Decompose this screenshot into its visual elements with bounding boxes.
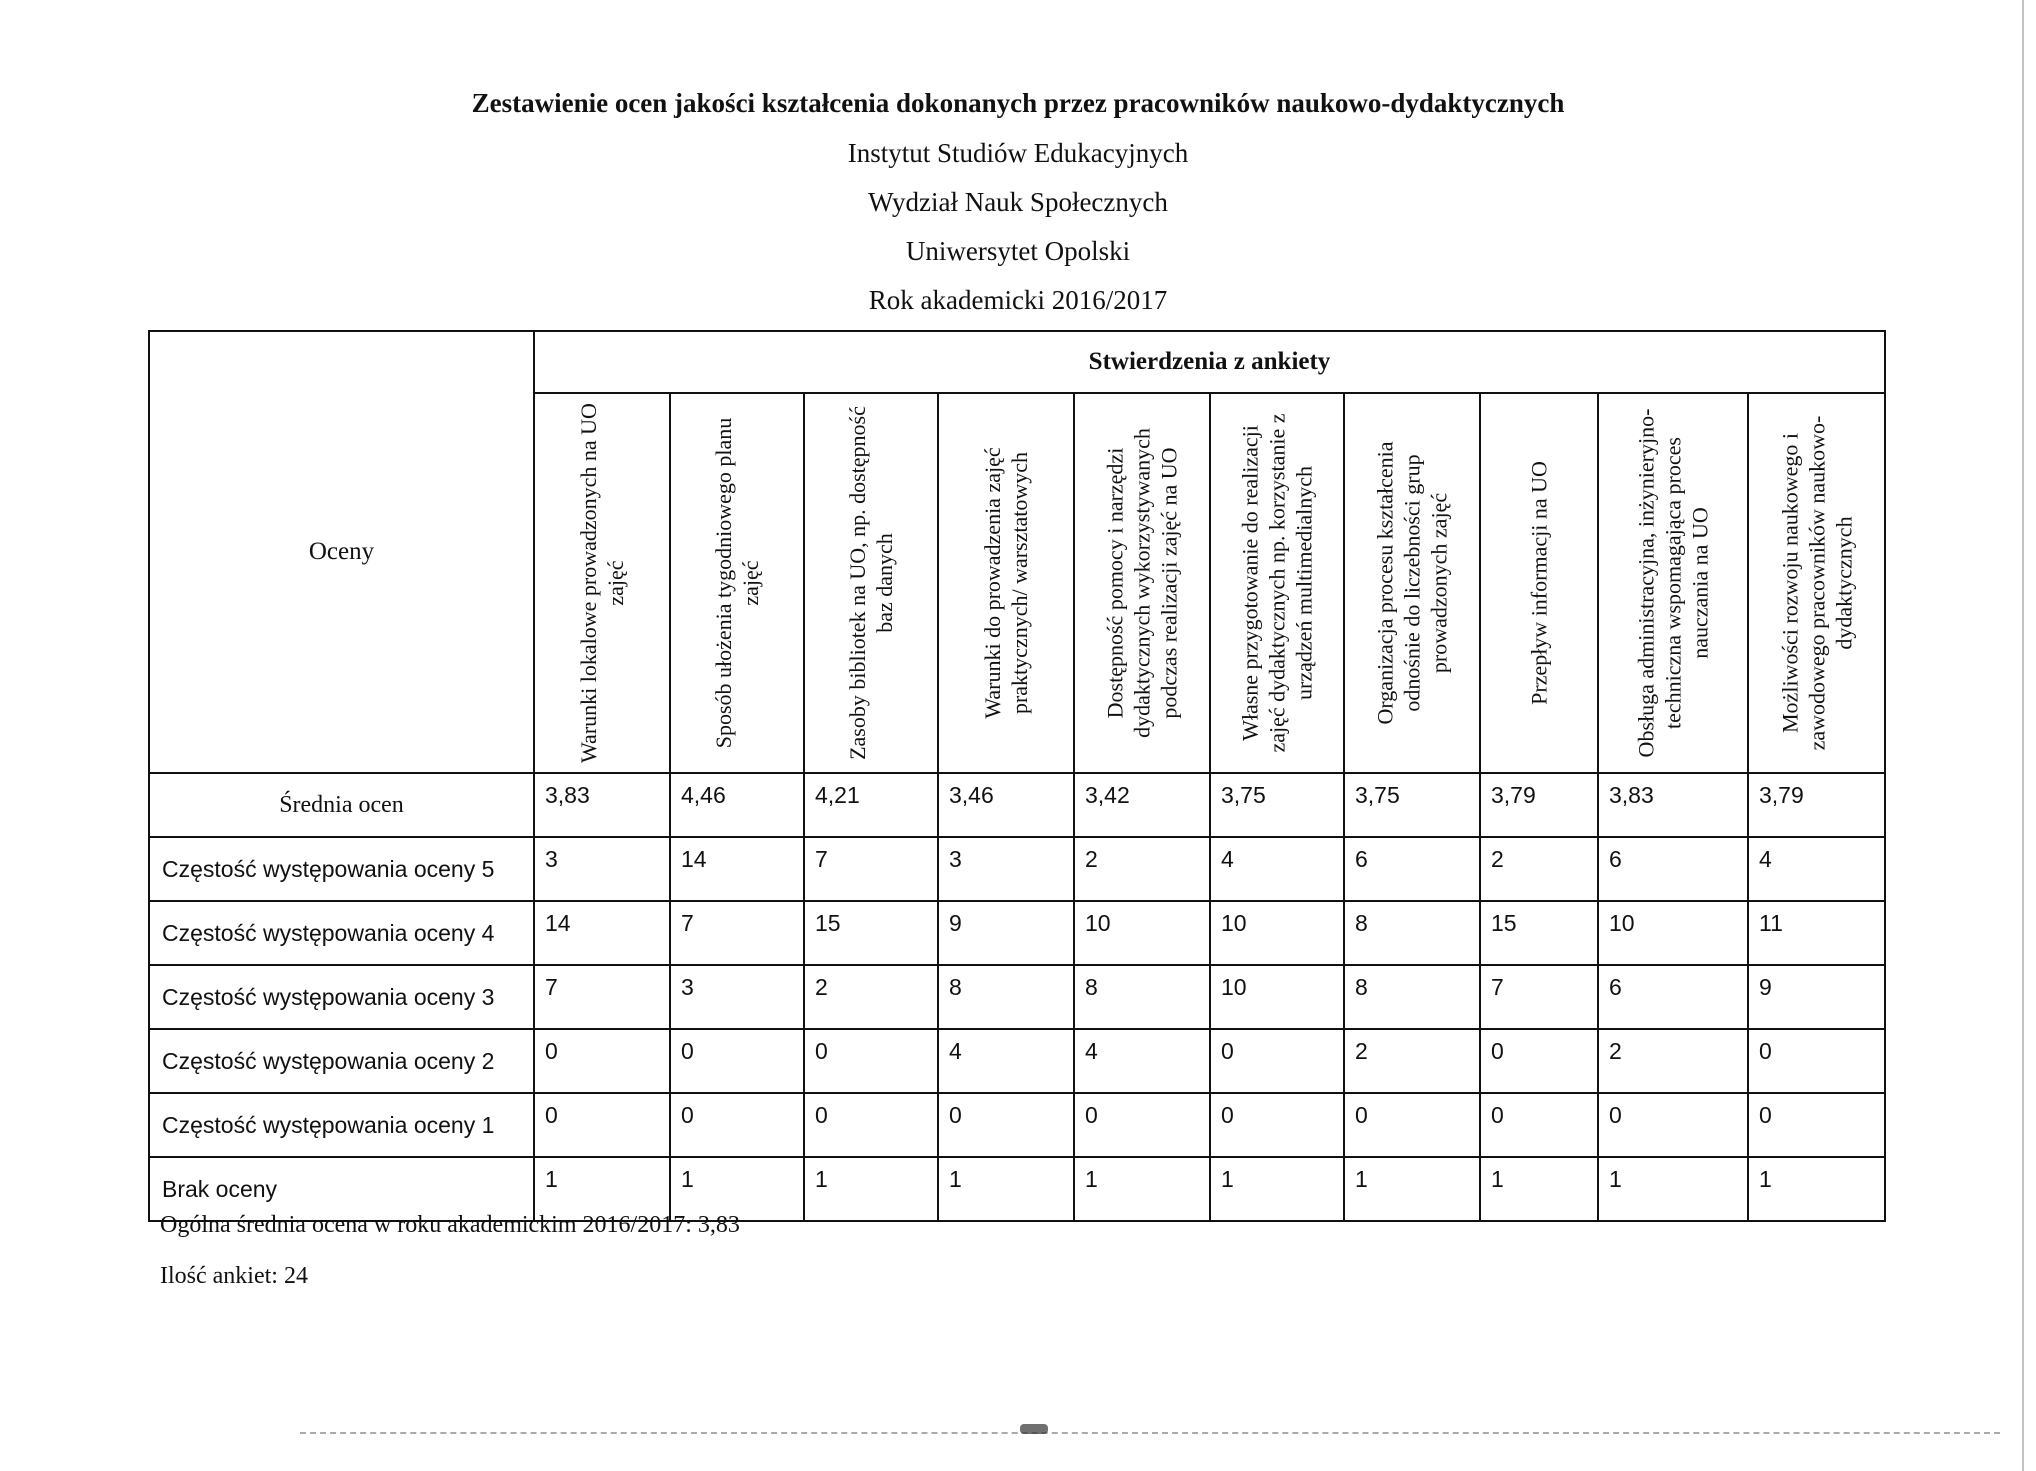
table-cell: 0 — [534, 1093, 670, 1157]
column-header-label: Możliwości rozwoju naukowego i zawodowego pracowników naukowo-dydaktycznych — [1777, 415, 1856, 751]
table-cell: 1 — [1210, 1157, 1344, 1221]
institute-name: Instytut Studiów Edukacyjnych — [847, 138, 1189, 168]
table-cell: 10 — [1210, 965, 1344, 1029]
column-header — [1480, 393, 1598, 773]
table-row — [149, 901, 1885, 965]
table-cell: 3,79 — [1748, 773, 1885, 837]
table-row — [149, 1093, 1885, 1157]
table-cell: 2 — [1344, 1029, 1480, 1093]
table-cell: 0 — [670, 1029, 804, 1093]
table-cell: 0 — [1074, 1093, 1210, 1157]
table-cell: 4 — [1074, 1029, 1210, 1093]
row-label: Częstość występowania oceny 2 — [149, 1029, 534, 1093]
table-cell: 3,83 — [1598, 773, 1748, 837]
table-cell: 6 — [1598, 837, 1748, 901]
table-cell: 0 — [1210, 1029, 1344, 1093]
table-cell: 0 — [534, 1029, 670, 1093]
table-cell: 14 — [534, 901, 670, 965]
table-cell: 3 — [534, 837, 670, 901]
table-cell: 0 — [1480, 1093, 1598, 1157]
column-header-label: Przepływ informacji na UO — [1526, 461, 1552, 705]
overall-average: Ogólna średnia ocena w roku akademickim 2016/2017: 3,83 — [160, 1212, 740, 1238]
corner-label: Oceny — [149, 331, 534, 773]
column-header-label: Sposób ułożenia tygodniowego planu zajęć — [711, 417, 763, 749]
table-cell: 3,75 — [1210, 773, 1344, 837]
row-label: Częstość występowania oceny 1 — [149, 1093, 534, 1157]
column-header — [534, 393, 670, 773]
table-cell: 0 — [1344, 1093, 1480, 1157]
document-title: Zestawienie ocen jakości kształcenia dokonanych przez pracowników naukowo-dydaktycznych — [471, 88, 1565, 118]
table-cell: 0 — [804, 1029, 938, 1093]
table-cell: 1 — [1074, 1157, 1210, 1221]
table-cell: 8 — [1344, 901, 1480, 965]
table-cell: 2 — [1598, 1029, 1748, 1093]
table-cell: 7 — [534, 965, 670, 1029]
column-header-label: Dostępność pomocy i narzędzi dydaktycznych wykorzystywanych podczas realizacji zajęć na UO — [1102, 428, 1182, 738]
table-cell: 10 — [1598, 901, 1748, 965]
survey-count: Ilość ankiet: 24 — [160, 1263, 308, 1289]
academic-year: Rok akademicki 2016/2017 — [868, 285, 1168, 315]
column-header — [804, 393, 938, 773]
table-cell: 0 — [1480, 1029, 1598, 1093]
table-cell: 3,42 — [1074, 773, 1210, 837]
table-cell: 1 — [1480, 1157, 1598, 1221]
table-cell: 15 — [1480, 901, 1598, 965]
table-cell: 1 — [1748, 1157, 1885, 1221]
table-row — [149, 837, 1885, 901]
table-cell: 8 — [1074, 965, 1210, 1029]
table-cell: 1 — [534, 1157, 670, 1221]
table-cell: 7 — [670, 901, 804, 965]
table-cell: 0 — [1210, 1093, 1344, 1157]
scan-artifact-speck — [1020, 1424, 1048, 1434]
scan-page-edge — [2022, 0, 2024, 1471]
table-cell: 0 — [670, 1093, 804, 1157]
table-cell: 3,75 — [1344, 773, 1480, 837]
table-cell: 0 — [804, 1093, 938, 1157]
table-cell: 6 — [1344, 837, 1480, 901]
row-label: Brak oceny — [149, 1157, 534, 1221]
table-cell: 3,83 — [534, 773, 670, 837]
table-cell: 1 — [938, 1157, 1074, 1221]
table-cell: 3 — [670, 965, 804, 1029]
table-cell: 0 — [1748, 1093, 1885, 1157]
table-cell: 9 — [1748, 965, 1885, 1029]
table-cell: 14 — [670, 837, 804, 901]
table-cell: 3 — [938, 837, 1074, 901]
faculty-name: Wydział Nauk Społecznych — [868, 187, 1168, 217]
table-cell: 4 — [938, 1029, 1074, 1093]
table-cell: 1 — [1344, 1157, 1480, 1221]
table-row — [149, 773, 1885, 837]
column-header — [1210, 393, 1344, 773]
table-cell: 15 — [804, 901, 938, 965]
table-cell: 0 — [1598, 1093, 1748, 1157]
table-cell: 2 — [1074, 837, 1210, 901]
column-header — [1748, 393, 1885, 773]
column-header-label: Obsługa administracyjna, inżynieryjno-techniczna wspomagająca proces nauczania na UO — [1633, 408, 1713, 758]
table-cell: 3,79 — [1480, 773, 1598, 837]
column-header — [1598, 393, 1748, 773]
column-header — [1344, 393, 1480, 773]
row-label: Częstość występowania oceny 5 — [149, 837, 534, 901]
column-header-label: Warunki lokalowe prowadzonych na UO zajęć — [576, 403, 628, 763]
table-cell: 0 — [938, 1093, 1074, 1157]
table-cell: 4,46 — [670, 773, 804, 837]
table-cell: 8 — [938, 965, 1074, 1029]
row-label: Częstość występowania oceny 4 — [149, 901, 534, 965]
table-cell: 3,46 — [938, 773, 1074, 837]
table-cell: 7 — [1480, 965, 1598, 1029]
university-name: Uniwersytet Opolski — [905, 236, 1131, 266]
column-header — [670, 393, 804, 773]
table-cell: 1 — [804, 1157, 938, 1221]
table-cell: 7 — [804, 837, 938, 901]
table-cell: 4,21 — [804, 773, 938, 837]
column-header-label: Własne przygotowanie do realizacji zajęć dydaktycznych np. korzystanie z urządzeń multimedialnych — [1237, 413, 1317, 753]
group-header: Stwierdzenia z ankiety — [534, 331, 1885, 393]
table-cell: 2 — [804, 965, 938, 1029]
table-cell: 10 — [1210, 901, 1344, 965]
row-label: Częstość występowania oceny 3 — [149, 965, 534, 1029]
row-label: Średnia ocen — [149, 773, 534, 837]
table-cell: 4 — [1210, 837, 1344, 901]
column-header-label: Zasoby bibliotek na UO, np. dostępność baz danych — [845, 406, 897, 760]
table-cell: 8 — [1344, 965, 1480, 1029]
column-header — [1074, 393, 1210, 773]
scan-artifact-line — [300, 1432, 2000, 1434]
table-row — [149, 965, 1885, 1029]
table-row — [149, 1029, 1885, 1093]
table-cell: 11 — [1748, 901, 1885, 965]
table-cell: 1 — [670, 1157, 804, 1221]
ratings-table — [148, 330, 1886, 1222]
table-cell: 2 — [1480, 837, 1598, 901]
column-header-label: Warunki do prowadzenia zajęć praktycznych/ warsztatowych — [980, 447, 1032, 719]
table-cell: 9 — [938, 901, 1074, 965]
column-header-label: Organizacja procesu kształcenia odnośnie do liczebności grup prowadzonych zajęć — [1372, 441, 1452, 725]
table-cell: 10 — [1074, 901, 1210, 965]
table-cell: 6 — [1598, 965, 1748, 1029]
column-header — [938, 393, 1074, 773]
table-cell: 4 — [1748, 837, 1885, 901]
table-cell: 0 — [1748, 1029, 1885, 1093]
table-cell: 1 — [1598, 1157, 1748, 1221]
